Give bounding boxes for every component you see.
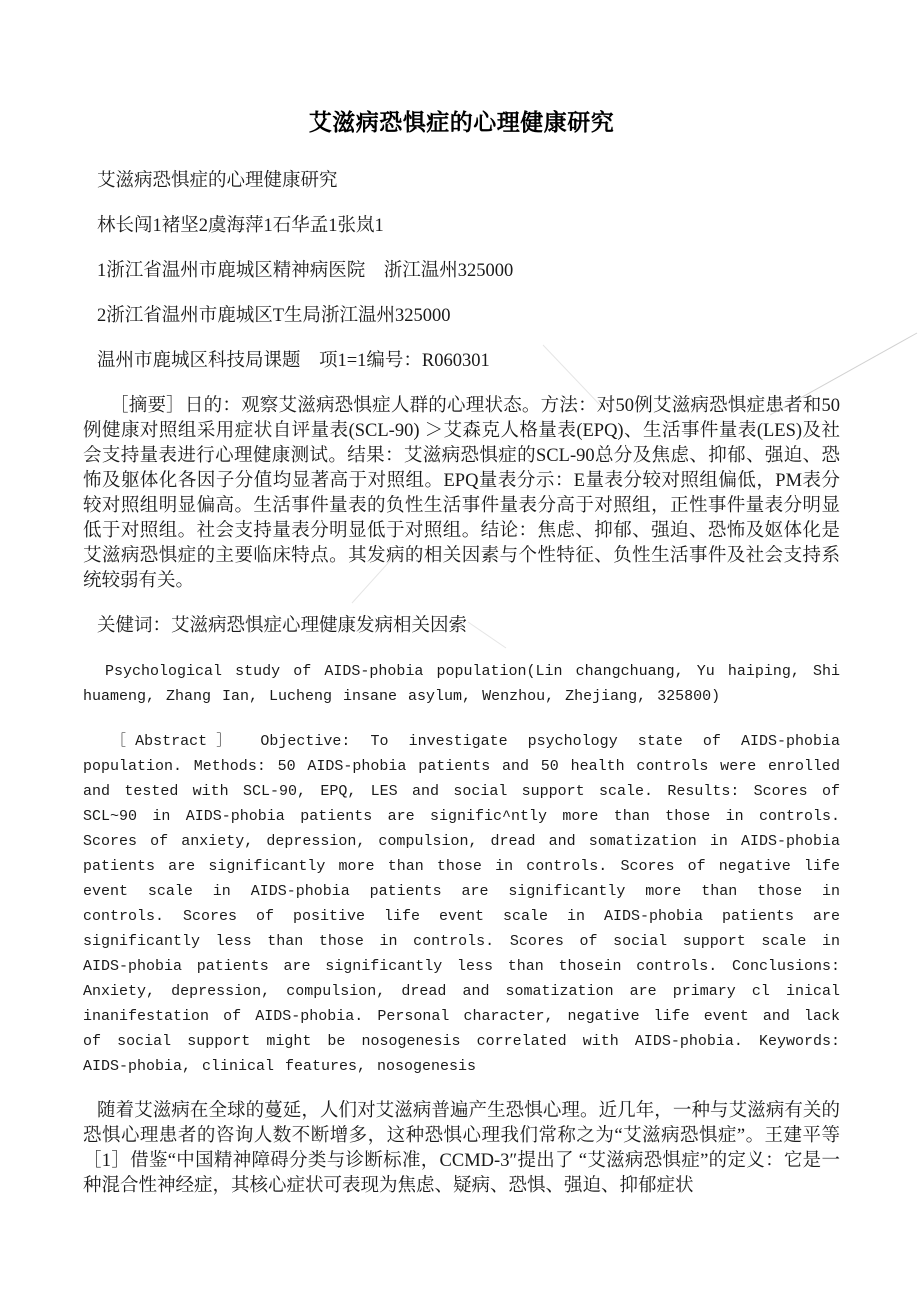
chinese-abstract: ［摘要］日的：观察艾滋病恐惧症人群的心理状态。方法：对50例艾滋病恐惧症患者和50例健康对照组采用症状自评量表(SCL-90) ＞艾森克人格量表(EPQ)、生活事件量表(LES)及社会支持量表进行心理健康测试。结果：艾滋病恐惧症的SCL-90总分及焦虑、抑郁、强迫、恐怖及躯体化各因子分值均显著高于对照组。EPQ量表分示：E量表分较对照组偏低，PM表分较对照组明显偏高。生活事件量表的负性生活事件量表分高于对照组，正性事件量表分明显低于对照组。社会支持量表分明显低于对照组。结论：焦虑、抑郁、强迫、恐怖及妪体化是艾滋病恐惧症的主要临床特点。其发病的相关因素与个性特征、负性生活事件及社会支持系统较弱有关。 [83, 396, 840, 591]
paper-title: 艾滋病恐惧症的心理健康研究 [308, 109, 615, 135]
affiliation-line-1: 1浙江省温州市鹿城区精神病医院 浙江温州325000 [97, 261, 514, 281]
project-grant-line: 温州市鹿城区科技局课题 项1=1编号：R060301 [97, 351, 490, 371]
authors-line: 林长闯1褚坚2虞海萍1石华孟1张岚1 [97, 216, 384, 236]
chinese-keywords: 关健词：艾滋病恐惧症心理健康发病相关因索 [97, 616, 468, 636]
english-abstract: ［Abstract］ Objective: To investigate psychology state of AIDS-phobia population. Methods: 50 AIDS-phobia patients and 50 health controls were enrolled and tested with SCL-90, EPQ, LES and social support scale. Results: Scores of SCL~90 in AIDS-phobia patients are signific^ntly more than those in controls. Scores of anxiety, depression, compulsion, dread and somatization in AIDS-phobia patients are significantly more than those in controls. Scores of negative life event scale in AIDS-phobia patients are significantly more than those in controls. Scores of positive life event scale in AIDS-phobia patients are significantly less than those in controls. Scores of social support scale in AIDS-phobia patients are significantly less than thosein controls. Conclusions: Anxiety, depression, compulsion, dread and somatization are primary cl inical inanifestation of AIDS-phobia. Personal character, negative life event and lack of social support might be nosogenesis correlated with AIDS-phobia. Keywords: AIDS-phobia, clinical features, nosogenesis [83, 733, 852, 1075]
introduction-paragraph: 随着艾滋病在全球的蔓延，人们对艾滋病普遍产生恐惧心理。近几年，一种与艾滋病有关的恐惧心理患者的咨询人数不断增多，这种恐惧心理我们常称之为“艾滋病恐惧症”。王建平等［1］借鉴“中国精神障碍分类与诊断标准，CCMD-3″提出了 “艾滋病恐惧症”的定义：它是一种混合性神经症，其核心症状可表现为焦虑、疑病、恐惧、强迫、抑郁症状 [83, 1101, 840, 1196]
english-title-authors: Psychological study of AIDS-phobia population(Lin changchuang, Yu haiping, Shi huameng, Zhang Ian, Lucheng insane asylum, Wenzhou, Zhejiang, 325800) [83, 663, 852, 705]
affiliation-line-2: 2浙江省温州市鹿城区T生局浙江温州325000 [97, 306, 451, 326]
paper-subtitle-line: 艾滋病恐惧症的心理健康研究 [97, 171, 338, 191]
